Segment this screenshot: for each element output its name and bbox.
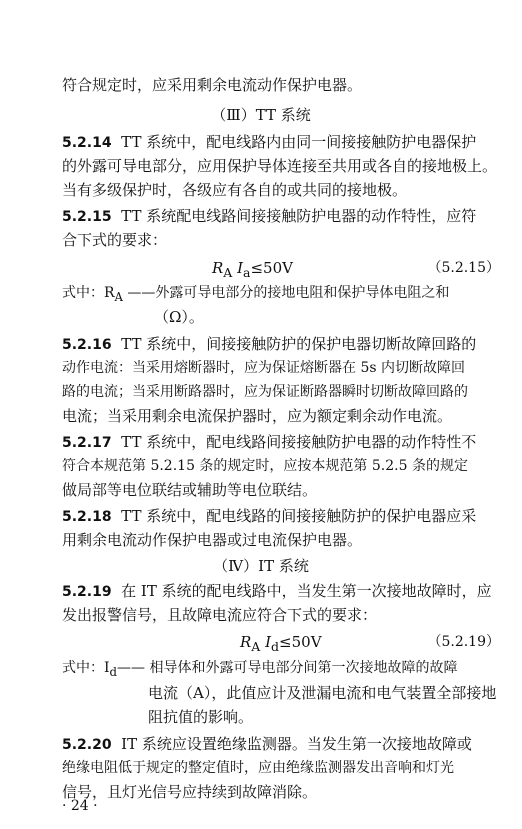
clause-number: 5.2.17 <box>62 435 112 451</box>
text-line: 符合本规范第 5.2.15 条的规定时，应按本规范第 5.2.5 条的规定 <box>62 458 468 474</box>
text-line: 阻抗值的影响。 <box>148 708 254 726</box>
equation-number: （5.2.15） <box>427 260 500 276</box>
text-line: 电流（A），此值应计及泄漏电流和电气装置全部接地 <box>148 684 497 702</box>
clause-5-2-20 <box>62 734 502 755</box>
clause-text: TT 系统中，配电线路内由同一间接接触防护电器保护 <box>121 133 477 151</box>
clause-5-2-15 <box>62 206 502 227</box>
section-heading-tt: （Ⅲ）TT 系统 <box>211 106 311 124</box>
text-line: 绝缘电阻低于规定的整定值时，应由绝缘监测器发出音响和灯光 <box>62 760 454 776</box>
definition-unit: （Ω）。 <box>154 308 204 326</box>
text-line: 符合规定时，应采用剩余电流动作保护电器。 <box>62 76 363 94</box>
clause-text: TT 系统配电线路间接接触防护电器的动作特性，应符 <box>121 207 477 225</box>
clause-number: 5.2.15 <box>62 209 112 225</box>
clause-text: IT 系统应设置绝缘监测器。当发生第一次接地故障或 <box>121 735 472 753</box>
clause-5-2-18 <box>62 506 502 527</box>
clause-text: TT 系统中，间接接触防护的保护电器切断故障回路的 <box>121 335 477 353</box>
text-line: 的外露可导电部分，应用保护导体连接至共用或各自的接地极上。 <box>62 157 498 175</box>
clause-number: 5.2.16 <box>62 337 112 353</box>
clause-5-2-17 <box>62 432 502 453</box>
definition-id: 式中：$I_d——$ 相导体和外露可导电部分间第一次接地故障的故障 <box>62 660 458 679</box>
page-number: · 24 · <box>62 798 98 814</box>
text-line: 用剩余电流动作保护电器或过电流保护电器。 <box>62 531 363 549</box>
text-line: 当有多级保护时，各级应有各自的或共同的接地极。 <box>62 181 408 199</box>
text-line: 合下式的要求： <box>62 231 168 249</box>
definition-ra: 式中：$R_A$ ——外露可导电部分的接地电阻和保护导体电阻之和 <box>62 285 450 304</box>
clause-number: 5.2.19 <box>62 584 112 600</box>
clause-5-2-16 <box>62 334 502 355</box>
clause-number: 5.2.18 <box>62 509 112 525</box>
clause-number: 5.2.14 <box>62 135 112 151</box>
text-line: 动作电流：当采用熔断器时，应为保证熔断器在 5s 内切断故障回 <box>62 360 465 376</box>
text-line: 发出报警信号，且故障电流应符合下式的要求： <box>62 606 378 624</box>
equation-number: （5.2.19） <box>427 634 500 650</box>
clause-5-2-14 <box>62 132 502 153</box>
clause-text: TT 系统中，配电线路间接接触防护电器的动作特性不 <box>121 433 477 451</box>
clause-5-2-19 <box>62 581 502 602</box>
text-line: 路的电流；当采用断路器时，应为保证断路器瞬时切断故障回路的 <box>62 384 468 400</box>
formula-5-2-19: $R_A$ $I_d\le 50V$ <box>240 633 322 654</box>
text-line: 电流；当采用剩余电流保护器时，应为额定剩余动作电流。 <box>62 407 453 425</box>
text-line: 信号，且灯光信号应持续到故障消除。 <box>62 783 318 801</box>
section-heading-it: （Ⅳ）IT 系统 <box>213 557 309 575</box>
clause-number: 5.2.20 <box>62 737 112 753</box>
text-line: 做局部等电位联结或辅助等电位联结。 <box>62 481 318 499</box>
clause-text: TT 系统中，配电线路的间接接触防护的保护电器应采 <box>121 507 477 525</box>
formula-5-2-15: $R_A$ $I_a\le 50V$ <box>212 259 293 280</box>
clause-text: 在 IT 系统的配电线路中，当发生第一次接地故障时，应 <box>121 582 492 600</box>
